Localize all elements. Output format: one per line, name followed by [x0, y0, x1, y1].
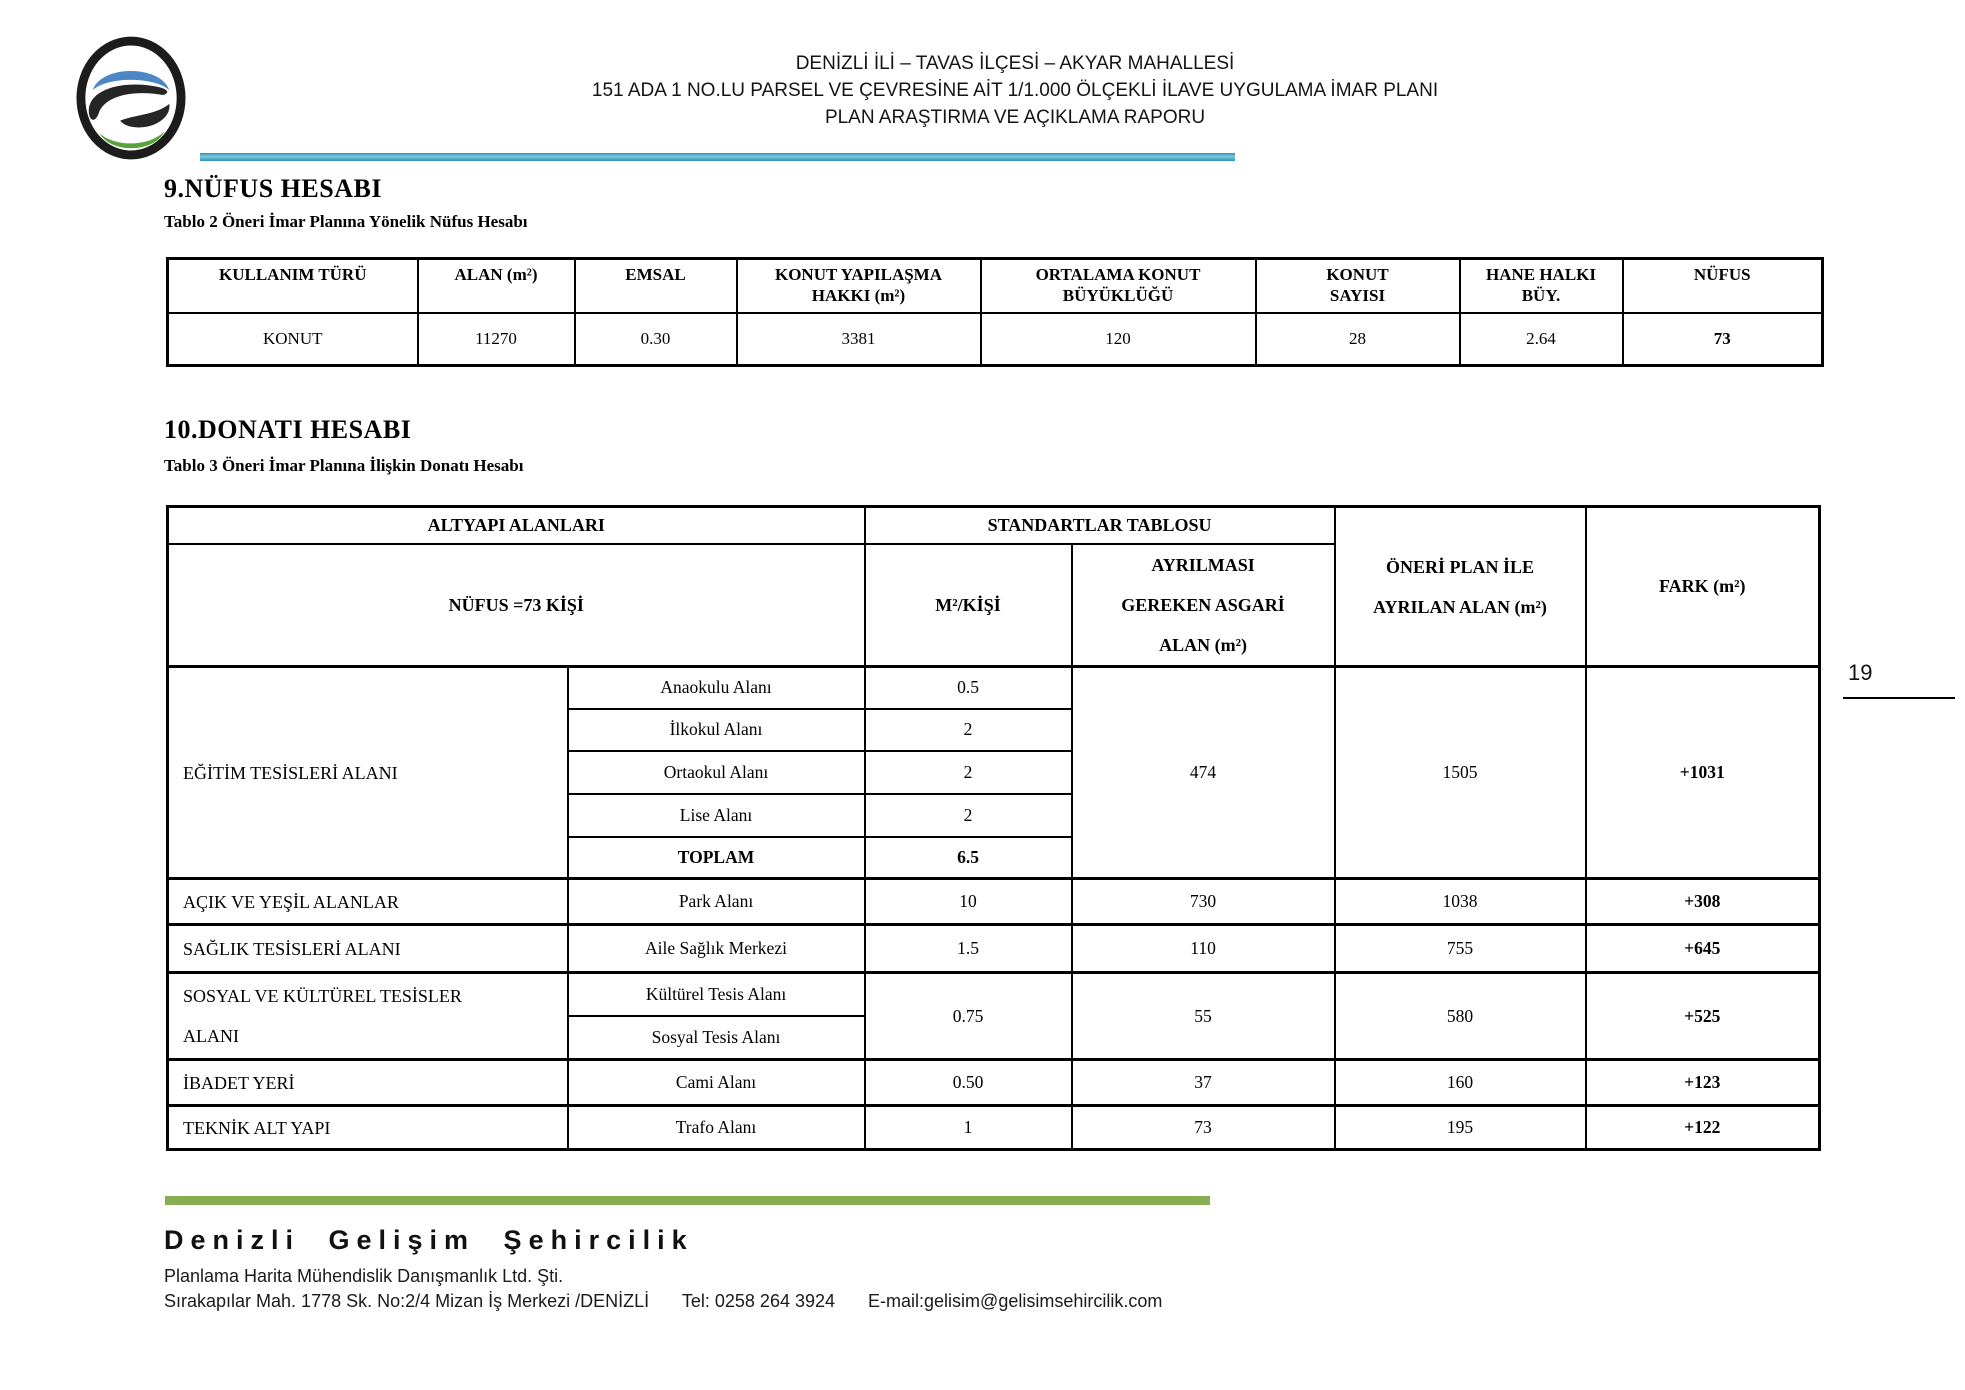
t2-header-ortalama-konut: ORTALAMA KONUT BÜYÜKLÜĞÜ: [981, 259, 1256, 314]
t3-lise-label: Lise Alanı: [568, 794, 865, 837]
t2-header-konut-yapilasma: KONUT YAPILAŞMA HAKKI (m²): [737, 259, 981, 314]
header-line-report: PLAN ARAŞTIRMA VE AÇIKLAMA RAPORU: [824, 107, 1206, 128]
t2-cell-ortalama: 120: [981, 313, 1256, 366]
t3-row-ibadet: [168, 1060, 1820, 1106]
t3-ibadet-fark: +123: [1586, 1060, 1820, 1106]
t2-cell-emsal: 0.30: [575, 313, 737, 366]
t3-row-park: [168, 879, 1820, 925]
t3-saglik-ayrilan: 755: [1335, 925, 1586, 973]
t3-teknik-fark: +122: [1586, 1106, 1820, 1150]
t2-header-row: [168, 259, 1823, 314]
t3-park-fark: +308: [1586, 879, 1820, 925]
t3-kulturel-label: Kültürel Tesis Alanı: [568, 973, 865, 1016]
t3-row-kulturel: [168, 973, 1820, 1016]
header-line-parcel: 151 ADA 1 NO.LU PARSEL VE ÇEVRESİNE AİT 1/1.000 ÖLÇEKLİ İLAVE UYGULAMA İMAR PLANI: [591, 80, 1439, 101]
footer-phone: Tel: 0258 264 3924: [681, 1291, 836, 1311]
header-divider-rule: [200, 153, 1235, 161]
t3-ibadet-asgari: 37: [1072, 1060, 1335, 1106]
t2-cell-alan: 11270: [418, 313, 575, 366]
table-2-caption: Tablo 2 Öneri İmar Planına Yönelik Nüfus Hesabı: [164, 212, 528, 231]
document-header: [565, 50, 1465, 131]
donati-hesabi-table: [166, 505, 1821, 1151]
t3-header-oneri-plan: ÖNERİ PLAN İLE AYRILAN ALAN (m²): [1335, 507, 1586, 667]
t3-teknik-group-cell: TEKNİK ALT YAPI: [168, 1106, 568, 1150]
t3-header-nufus-kisi: NÜFUS =73 KİŞİ: [168, 544, 865, 667]
t3-header-m2-kisi: M²/KİŞİ: [865, 544, 1072, 667]
table-3-caption: Tablo 3 Öneri İmar Planına İlişkin Donatı Hesabı: [164, 456, 524, 475]
t3-ilkokul-m2: 2: [865, 709, 1072, 751]
t3-sosyal-m2: 0.75: [865, 973, 1072, 1060]
t2-header-emsal: EMSAL: [575, 259, 737, 314]
t3-lise-m2: 2: [865, 794, 1072, 837]
t3-ibadet-ayrilan: 160: [1335, 1060, 1586, 1106]
footer-company-name: Denizli Gelişim Şehircilik: [164, 1225, 694, 1255]
t3-trafo-label: Trafo Alanı: [568, 1106, 865, 1150]
t3-ibadet-group-cell: İBADET YERİ: [168, 1060, 568, 1106]
page-number: 19: [1848, 660, 1873, 685]
t3-sosyal-group-cell: SOSYAL VE KÜLTÜREL TESİSLER ALANI: [168, 973, 568, 1060]
t3-ortaokul-m2: 2: [865, 751, 1072, 794]
t3-toplam-label: TOPLAM: [568, 837, 865, 879]
t2-header-konut-sayisi: KONUT SAYISI: [1256, 259, 1460, 314]
t2-data-row: [168, 313, 1823, 366]
footer-email: E-mail:gelisim@gelisimsehircilik.com: [868, 1291, 1163, 1311]
logo-graphic: [76, 36, 186, 160]
t3-teknik-ayrilan: 195: [1335, 1106, 1586, 1150]
footer-contact-line: [164, 1291, 1190, 1312]
t3-header-altyapi: ALTYAPI ALANLARI: [168, 507, 865, 545]
t3-toplam-m2: 6.5: [865, 837, 1072, 879]
footer-address: Sırakapılar Mah. 1778 Sk. No:2/4 Mizan İş Merkezi /DENİZLİ: [164, 1291, 650, 1311]
t3-park-m2: 10: [865, 879, 1072, 925]
t3-sosyal-fark: +525: [1586, 973, 1820, 1060]
header-line-province: DENİZLİ İLİ – TAVAS İLÇESİ – AKYAR MAHALLESİ: [795, 53, 1235, 74]
t3-acik-yesil-group-cell: AÇIK VE YEŞİL ALANLAR: [168, 879, 568, 925]
t3-saglik-asgari: 110: [1072, 925, 1335, 973]
t3-egitim-asgari: 474: [1072, 667, 1335, 879]
t3-park-ayrilan: 1038: [1335, 879, 1586, 925]
page-number-rule: [1843, 697, 1955, 699]
t3-header-standartlar: STANDARTLAR TABLOSU: [865, 507, 1335, 545]
t2-header-hane-halki: HANE HALKI BÜY.: [1460, 259, 1623, 314]
t3-park-label: Park Alanı: [568, 879, 865, 925]
t3-anaokulu-m2: 0.5: [865, 667, 1072, 709]
t3-ibadet-m2: 0.50: [865, 1060, 1072, 1106]
footer-company-subtitle: Planlama Harita Mühendislik Danışmanlık Ltd. Şti.: [164, 1266, 564, 1286]
t2-header-nufus: NÜFUS: [1623, 259, 1823, 314]
t2-header-kullanim-turu: KULLANIM TÜRÜ: [168, 259, 418, 314]
t3-anaokulu-label: Anaokulu Alanı: [568, 667, 865, 709]
t3-teknik-asgari: 73: [1072, 1106, 1335, 1150]
section-9-title: 9.NÜFUS HESABI: [164, 174, 382, 203]
t3-header-fark: FARK (m²): [1586, 507, 1820, 667]
t3-cami-label: Cami Alanı: [568, 1060, 865, 1106]
t2-cell-konut-sayisi: 28: [1256, 313, 1460, 366]
t3-sosyal-tesis-label: Sosyal Tesis Alanı: [568, 1016, 865, 1060]
t3-egitim-fark: +1031: [1586, 667, 1820, 879]
t3-header-asgari-alan: AYRILMASI GEREKEN ASGARİ ALAN (m²): [1072, 544, 1335, 667]
t2-cell-kullanim: KONUT: [168, 313, 418, 366]
t3-egitim-ayrilan: 1505: [1335, 667, 1586, 879]
t3-sosyal-asgari: 55: [1072, 973, 1335, 1060]
t3-saglik-m2: 1.5: [865, 925, 1072, 973]
gelisim-sehircilik-logo-icon: [76, 36, 186, 160]
section-10-title: 10.DONATI HESABI: [164, 415, 412, 444]
t3-teknik-m2: 1: [865, 1106, 1072, 1150]
nufus-hesabi-table: [166, 257, 1824, 367]
t3-ilkokul-label: İlkokul Alanı: [568, 709, 865, 751]
t3-park-asgari: 730: [1072, 879, 1335, 925]
t3-saglik-group-cell: SAĞLIK TESİSLERİ ALANI: [168, 925, 568, 973]
footer-divider-rule: [165, 1196, 1210, 1205]
t2-cell-yapilasma-hakki: 3381: [737, 313, 981, 366]
t3-row-teknik: [168, 1106, 1820, 1150]
t3-row-saglik: [168, 925, 1820, 973]
t3-header-row-top: [168, 507, 1820, 545]
t2-cell-nufus: 73: [1623, 313, 1823, 366]
t2-header-alan: ALAN (m²): [418, 259, 575, 314]
t3-sosyal-ayrilan: 580: [1335, 973, 1586, 1060]
t3-row-anaokulu: [168, 667, 1820, 709]
t3-saglik-label: Aile Sağlık Merkezi: [568, 925, 865, 973]
t3-saglik-fark: +645: [1586, 925, 1820, 973]
t3-egitim-group-cell: EĞİTİM TESİSLERİ ALANI: [168, 667, 568, 879]
t2-cell-hane-halki: 2.64: [1460, 313, 1623, 366]
t3-ortaokul-label: Ortaokul Alanı: [568, 751, 865, 794]
